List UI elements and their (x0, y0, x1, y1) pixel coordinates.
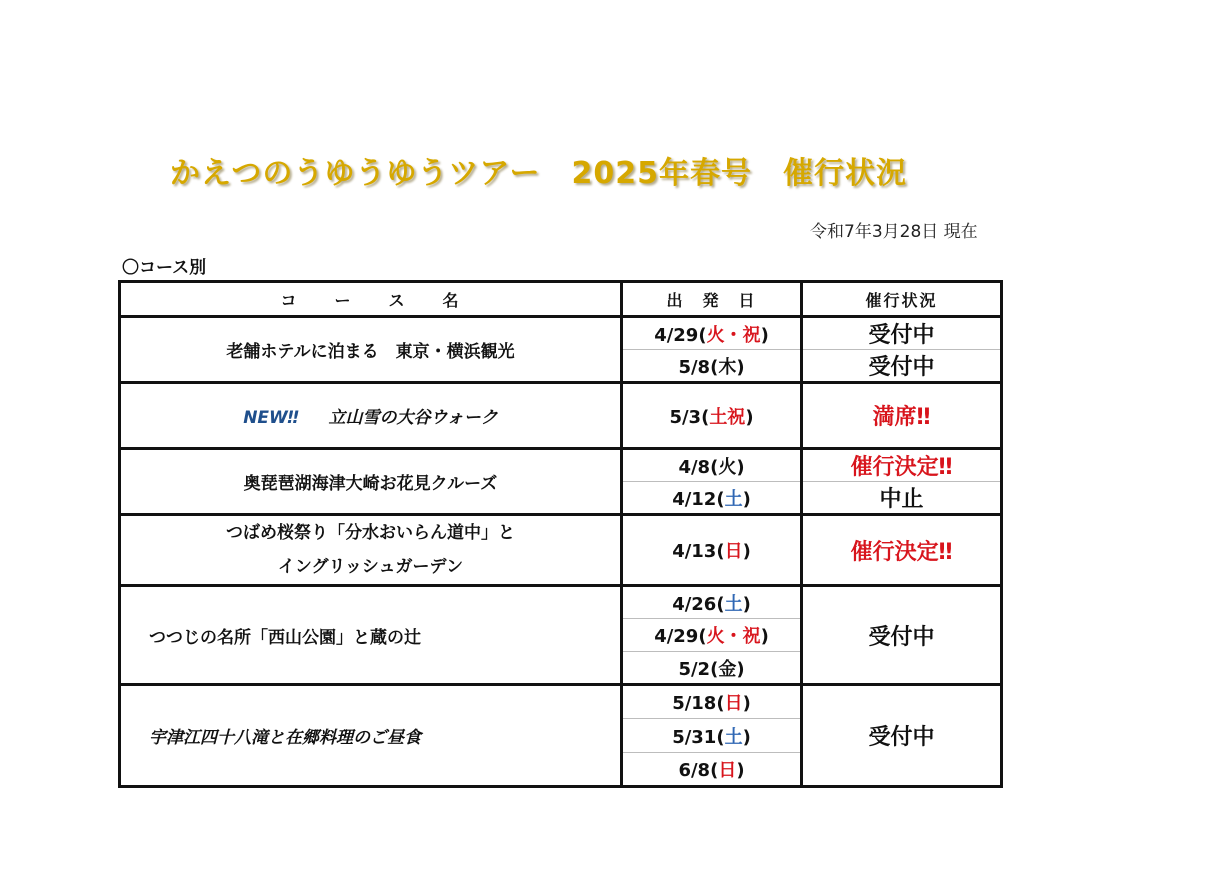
status-badge: 受付中 (802, 586, 1002, 685)
course-name: 老舗ホテルに泊まる 東京・横浜観光 (120, 317, 622, 383)
as-of-date: 令和7年3月28日 現在 (810, 222, 978, 242)
departure-date: 5/18(日) (622, 685, 802, 719)
status-badge: 中止 (802, 482, 1002, 515)
departure-date: 4/8(火) (622, 449, 802, 482)
table-header-row (120, 282, 1002, 317)
course-name: 宇津江四十八滝と在郷料理のご昼食 (120, 685, 622, 787)
departure-date: 5/2(金) (622, 652, 802, 685)
table-row (120, 449, 1002, 482)
departure-date: 5/3(土祝) (622, 383, 802, 449)
status-badge: 催行決定‼ (802, 449, 1002, 482)
departure-date: 4/13(日) (622, 515, 802, 586)
status-badge: 催行決定‼ (802, 515, 1002, 586)
table-row (120, 586, 1002, 619)
status-badge: 満席‼ (802, 383, 1002, 449)
header-date: 出 発 日 (622, 282, 802, 317)
departure-date: 4/26(土) (622, 586, 802, 619)
course-name: つつじの名所「西山公園」と蔵の辻 (120, 586, 622, 685)
departure-date: 4/29(火・祝) (622, 317, 802, 350)
new-tag: NEW‼ (243, 408, 299, 428)
page-title: かえつのうゆうゆうツアー 2025年春号 催行状況 (170, 156, 907, 191)
course-name: NEW‼ 立山雪の大谷ウォーク (120, 383, 622, 449)
section-label: 〇コース別 (122, 258, 207, 278)
departure-date: 5/31(土) (622, 719, 802, 753)
status-badge: 受付中 (802, 350, 1002, 383)
table-row (120, 317, 1002, 350)
status-badge: 受付中 (802, 317, 1002, 350)
header-status: 催行状況 (802, 282, 1002, 317)
course-name: 奥琵琶湖海津大崎お花見クルーズ (120, 449, 622, 515)
tour-status-table (118, 280, 1003, 788)
departure-date: 5/8(木) (622, 350, 802, 383)
table-row (120, 685, 1002, 719)
course-name: つばめ桜祭り「分水おいらん道中」と イングリッシュガーデン (120, 515, 622, 586)
table-row (120, 515, 1002, 586)
table-row (120, 383, 1002, 449)
departure-date: 6/8(日) (622, 753, 802, 787)
departure-date: 4/12(土) (622, 482, 802, 515)
header-course: コ ー ス 名 (120, 282, 622, 317)
departure-date: 4/29(火・祝) (622, 619, 802, 652)
status-badge: 受付中 (802, 685, 1002, 787)
